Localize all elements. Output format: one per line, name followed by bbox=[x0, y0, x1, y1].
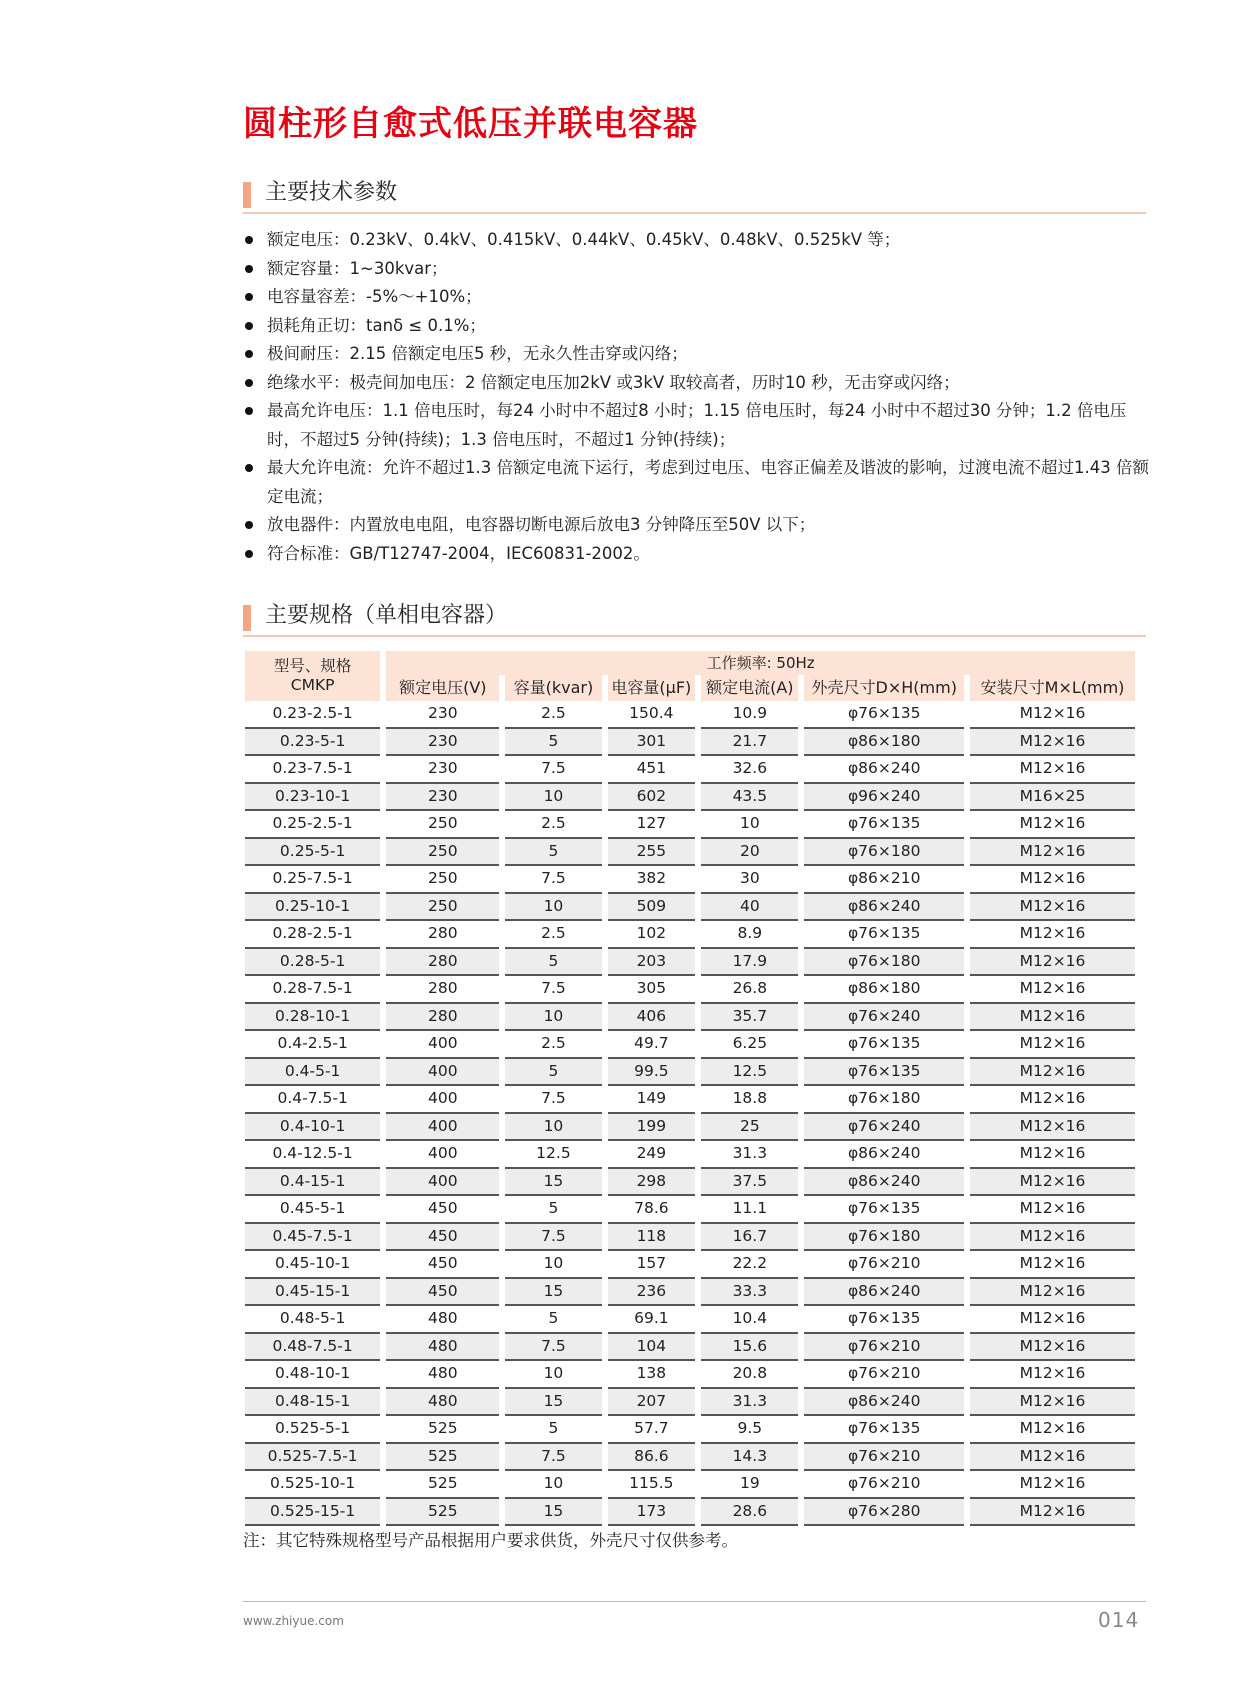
table-cell: φ86×180 bbox=[804, 729, 964, 757]
table-cell: 10 bbox=[505, 894, 601, 922]
model-cell: 0.25-2.5-1 bbox=[245, 811, 380, 839]
model-cell: 0.525-10-1 bbox=[245, 1471, 380, 1499]
table-cell: M12×16 bbox=[970, 1389, 1135, 1417]
table-row bbox=[245, 729, 1135, 757]
spec-item bbox=[243, 454, 1153, 511]
bullet-icon bbox=[245, 350, 253, 358]
bullet-icon bbox=[245, 521, 253, 529]
table-cell: M12×16 bbox=[970, 1224, 1135, 1252]
table-row bbox=[245, 1086, 1135, 1114]
table-cell: M12×16 bbox=[970, 811, 1135, 839]
spec-item bbox=[243, 283, 1153, 312]
model-cell: 0.525-15-1 bbox=[245, 1499, 380, 1527]
table-cell: 86.6 bbox=[608, 1444, 696, 1472]
table-cell: M12×16 bbox=[970, 1169, 1135, 1197]
table-cell: 15 bbox=[505, 1279, 601, 1307]
model-cell: 0.25-7.5-1 bbox=[245, 866, 380, 894]
table-cell: 9.5 bbox=[701, 1416, 798, 1444]
table-cell: 203 bbox=[608, 949, 696, 977]
table-cell: 451 bbox=[608, 756, 696, 784]
table-cell: 480 bbox=[386, 1389, 499, 1417]
table-cell: 400 bbox=[386, 1141, 499, 1169]
table-row bbox=[245, 811, 1135, 839]
model-cell: 0.23-2.5-1 bbox=[245, 701, 380, 729]
table-cell: φ76×180 bbox=[804, 949, 964, 977]
table-cell: M12×16 bbox=[970, 1334, 1135, 1362]
model-column-header bbox=[245, 651, 380, 701]
table-cell: 26.8 bbox=[701, 976, 798, 1004]
table-cell: M12×16 bbox=[970, 1444, 1135, 1472]
model-header-line1: 型号、规格 bbox=[273, 657, 352, 675]
table-cell: 20.8 bbox=[701, 1361, 798, 1389]
table-cell: M12×16 bbox=[970, 894, 1135, 922]
table-cell: M12×16 bbox=[970, 1141, 1135, 1169]
table-cell: 249 bbox=[608, 1141, 696, 1169]
table-cell: 33.3 bbox=[701, 1279, 798, 1307]
spec-item bbox=[243, 226, 1153, 255]
model-cell: 0.4-7.5-1 bbox=[245, 1086, 380, 1114]
table-cell: φ86×240 bbox=[804, 1141, 964, 1169]
section-heading-main-parameters bbox=[243, 178, 1146, 214]
table-cell: 16.7 bbox=[701, 1224, 798, 1252]
model-cell: 0.28-7.5-1 bbox=[245, 976, 380, 1004]
table-cell: M12×16 bbox=[970, 1471, 1135, 1499]
model-cell: 0.28-5-1 bbox=[245, 949, 380, 977]
table-cell: M12×16 bbox=[970, 729, 1135, 757]
model-cell: 0.45-7.5-1 bbox=[245, 1224, 380, 1252]
model-header-line2: CMKP bbox=[290, 676, 335, 694]
model-cell: 0.4-2.5-1 bbox=[245, 1031, 380, 1059]
column-header: 电容量(μF) bbox=[608, 675, 696, 701]
table-row bbox=[245, 784, 1135, 812]
table-cell: M12×16 bbox=[970, 949, 1135, 977]
spec-text: 电容量容差：-5%～+10%； bbox=[267, 287, 482, 306]
table-cell: M12×16 bbox=[970, 1361, 1135, 1389]
column-header: 外壳尺寸D×H(mm) bbox=[804, 675, 964, 701]
table-cell: 230 bbox=[386, 729, 499, 757]
table-cell: φ76×210 bbox=[804, 1361, 964, 1389]
table-cell: φ76×135 bbox=[804, 701, 964, 729]
table-row bbox=[245, 1361, 1135, 1389]
footer-url: www.zhiyue.com bbox=[243, 1614, 344, 1628]
table-cell: 2.5 bbox=[505, 811, 601, 839]
table-cell: 450 bbox=[386, 1279, 499, 1307]
table-cell: M12×16 bbox=[970, 1279, 1135, 1307]
table-cell: 10 bbox=[505, 1361, 601, 1389]
section-heading-text: 主要规格（单相电容器） bbox=[265, 603, 508, 628]
table-cell: 30 bbox=[701, 866, 798, 894]
table-cell: 10.9 bbox=[701, 701, 798, 729]
table-cell: 400 bbox=[386, 1059, 499, 1087]
table-row bbox=[245, 1389, 1135, 1417]
bullet-icon bbox=[245, 407, 253, 415]
table-cell: 2.5 bbox=[505, 701, 601, 729]
table-row bbox=[245, 1251, 1135, 1279]
table-cell: 301 bbox=[608, 729, 696, 757]
table-cell: 236 bbox=[608, 1279, 696, 1307]
table-row bbox=[245, 894, 1135, 922]
table-cell: 7.5 bbox=[505, 1444, 601, 1472]
model-cell: 0.23-5-1 bbox=[245, 729, 380, 757]
table-cell: 10 bbox=[505, 1251, 601, 1279]
table-cell: φ86×240 bbox=[804, 1389, 964, 1417]
table-cell: 480 bbox=[386, 1306, 499, 1334]
model-cell: 0.23-10-1 bbox=[245, 784, 380, 812]
table-cell: 7.5 bbox=[505, 866, 601, 894]
table-cell: M12×16 bbox=[970, 839, 1135, 867]
spec-text: 损耗角正切：tanδ ≤ 0.1%； bbox=[267, 315, 486, 335]
table-cell: 150.4 bbox=[608, 701, 696, 729]
table-cell: 43.5 bbox=[701, 784, 798, 812]
table-cell: 5 bbox=[505, 949, 601, 977]
table-cell: M12×16 bbox=[970, 1059, 1135, 1087]
spec-list bbox=[243, 226, 1153, 568]
table-cell: M12×16 bbox=[970, 1499, 1135, 1527]
table-cell: 18.8 bbox=[701, 1086, 798, 1114]
model-cell: 0.525-7.5-1 bbox=[245, 1444, 380, 1472]
table-cell: 14.3 bbox=[701, 1444, 798, 1472]
table-cell: 102 bbox=[608, 921, 696, 949]
table-cell: 2.5 bbox=[505, 921, 601, 949]
table-row bbox=[245, 756, 1135, 784]
table-cell: φ76×210 bbox=[804, 1444, 964, 1472]
table-cell: 10 bbox=[505, 1471, 601, 1499]
table-cell: 10 bbox=[505, 1114, 601, 1142]
model-cell: 0.23-7.5-1 bbox=[245, 756, 380, 784]
table-cell: M12×16 bbox=[970, 1114, 1135, 1142]
spec-item bbox=[243, 255, 1153, 284]
table-cell: M12×16 bbox=[970, 1086, 1135, 1114]
section-heading-main-specs bbox=[243, 601, 1146, 637]
table-cell: M12×16 bbox=[970, 756, 1135, 784]
table-cell: 49.7 bbox=[608, 1031, 696, 1059]
table-cell: 31.3 bbox=[701, 1389, 798, 1417]
bullet-icon bbox=[245, 293, 253, 301]
table-cell: 382 bbox=[608, 866, 696, 894]
table-cell: 5 bbox=[505, 1059, 601, 1087]
page-title: 圆柱形自愈式低压并联电容器 bbox=[243, 104, 698, 144]
table-cell: 37.5 bbox=[701, 1169, 798, 1197]
table-cell: M12×16 bbox=[970, 976, 1135, 1004]
table-cell: 6.25 bbox=[701, 1031, 798, 1059]
table-cell: 199 bbox=[608, 1114, 696, 1142]
table-cell: M12×16 bbox=[970, 1004, 1135, 1032]
bullet-icon bbox=[245, 265, 253, 273]
table-cell: 11.1 bbox=[701, 1196, 798, 1224]
table-cell: 157 bbox=[608, 1251, 696, 1279]
table-cell: 12.5 bbox=[505, 1141, 601, 1169]
table-cell: 31.3 bbox=[701, 1141, 798, 1169]
bullet-icon bbox=[245, 464, 253, 472]
table-cell: 280 bbox=[386, 949, 499, 977]
table-cell: 400 bbox=[386, 1031, 499, 1059]
table-cell: 525 bbox=[386, 1471, 499, 1499]
table-cell: M12×16 bbox=[970, 1416, 1135, 1444]
spec-item bbox=[243, 511, 1153, 540]
table-cell: 99.5 bbox=[608, 1059, 696, 1087]
table-cell: 509 bbox=[608, 894, 696, 922]
table-row bbox=[245, 1224, 1135, 1252]
table-cell: φ86×240 bbox=[804, 1279, 964, 1307]
table-cell: 127 bbox=[608, 811, 696, 839]
table-cell: φ76×210 bbox=[804, 1334, 964, 1362]
table-cell: 10.4 bbox=[701, 1306, 798, 1334]
spec-text: 极间耐压：2.15 倍额定电压5 秒，无永久性击穿或闪络； bbox=[267, 344, 688, 363]
table-row bbox=[245, 701, 1135, 729]
table-cell: 25 bbox=[701, 1114, 798, 1142]
table-cell: φ76×135 bbox=[804, 1196, 964, 1224]
table-cell: φ76×135 bbox=[804, 811, 964, 839]
table-cell: 57.7 bbox=[608, 1416, 696, 1444]
column-header: 额定电流(A) bbox=[701, 675, 798, 701]
table-cell: M16×25 bbox=[970, 784, 1135, 812]
table-cell: φ76×210 bbox=[804, 1471, 964, 1499]
table-row bbox=[245, 1444, 1135, 1472]
spec-table bbox=[239, 651, 1141, 1526]
model-cell: 0.25-5-1 bbox=[245, 839, 380, 867]
table-row bbox=[245, 1004, 1135, 1032]
table-row bbox=[245, 921, 1135, 949]
bullet-icon bbox=[245, 379, 253, 387]
table-row bbox=[245, 839, 1135, 867]
table-cell: φ76×135 bbox=[804, 1416, 964, 1444]
model-cell: 0.4-12.5-1 bbox=[245, 1141, 380, 1169]
table-cell: φ96×240 bbox=[804, 784, 964, 812]
table-cell: 15 bbox=[505, 1169, 601, 1197]
table-cell: φ86×180 bbox=[804, 976, 964, 1004]
table-cell: 5 bbox=[505, 1196, 601, 1224]
footer-divider bbox=[243, 1601, 1146, 1602]
table-cell: φ76×180 bbox=[804, 1224, 964, 1252]
model-cell: 0.45-5-1 bbox=[245, 1196, 380, 1224]
table-cell: 406 bbox=[608, 1004, 696, 1032]
table-cell: 525 bbox=[386, 1444, 499, 1472]
model-cell: 0.25-10-1 bbox=[245, 894, 380, 922]
table-cell: 17.9 bbox=[701, 949, 798, 977]
bullet-icon bbox=[245, 322, 253, 330]
table-cell: 305 bbox=[608, 976, 696, 1004]
table-cell: 280 bbox=[386, 976, 499, 1004]
spec-item bbox=[243, 397, 1153, 454]
model-cell: 0.4-15-1 bbox=[245, 1169, 380, 1197]
model-cell: 0.48-5-1 bbox=[245, 1306, 380, 1334]
table-cell: 12.5 bbox=[701, 1059, 798, 1087]
table-cell: 602 bbox=[608, 784, 696, 812]
table-cell: 69.1 bbox=[608, 1306, 696, 1334]
table-row bbox=[245, 1114, 1135, 1142]
table-cell: 230 bbox=[386, 701, 499, 729]
table-cell: 7.5 bbox=[505, 1334, 601, 1362]
table-cell: 7.5 bbox=[505, 976, 601, 1004]
table-cell: M12×16 bbox=[970, 1306, 1135, 1334]
table-row bbox=[245, 1279, 1135, 1307]
model-cell: 0.525-5-1 bbox=[245, 1416, 380, 1444]
table-cell: 250 bbox=[386, 866, 499, 894]
table-cell: M12×16 bbox=[970, 866, 1135, 894]
table-cell: 525 bbox=[386, 1499, 499, 1527]
footnote: 注：其它特殊规格型号产品根据用户要求供货，外壳尺寸仅供参考。 bbox=[243, 1531, 738, 1550]
page-number: 014 bbox=[1098, 1608, 1140, 1632]
table-cell: 250 bbox=[386, 894, 499, 922]
table-cell: 5 bbox=[505, 1306, 601, 1334]
table-cell: φ76×135 bbox=[804, 921, 964, 949]
table-cell: 525 bbox=[386, 1416, 499, 1444]
table-cell: 15 bbox=[505, 1499, 601, 1527]
table-cell: φ76×240 bbox=[804, 1004, 964, 1032]
model-cell: 0.28-2.5-1 bbox=[245, 921, 380, 949]
table-cell: φ86×240 bbox=[804, 1169, 964, 1197]
bullet-icon bbox=[245, 550, 253, 558]
table-cell: 40 bbox=[701, 894, 798, 922]
spec-text: 最大允许电流：允许不超过1.3 倍额定电流下运行，考虑到过电压、电容正偏差及谐波的影响，过渡电流不超过1.43 倍额定电流； bbox=[267, 458, 1149, 506]
table-row bbox=[245, 1031, 1135, 1059]
spec-item bbox=[243, 369, 1153, 398]
table-cell: φ76×240 bbox=[804, 1114, 964, 1142]
table-cell: M12×16 bbox=[970, 1031, 1135, 1059]
section-accent-bar bbox=[243, 605, 251, 631]
table-cell: 138 bbox=[608, 1361, 696, 1389]
model-cell: 0.4-5-1 bbox=[245, 1059, 380, 1087]
model-cell: 0.48-15-1 bbox=[245, 1389, 380, 1417]
table-cell: 250 bbox=[386, 839, 499, 867]
spec-item bbox=[243, 312, 1153, 341]
table-cell: 28.6 bbox=[701, 1499, 798, 1527]
model-cell: 0.48-10-1 bbox=[245, 1361, 380, 1389]
column-header: 容量(kvar) bbox=[505, 675, 601, 701]
table-cell: 400 bbox=[386, 1086, 499, 1114]
table-cell: 32.6 bbox=[701, 756, 798, 784]
table-cell: 280 bbox=[386, 921, 499, 949]
table-cell: 2.5 bbox=[505, 1031, 601, 1059]
bullet-icon bbox=[245, 236, 253, 244]
model-cell: 0.28-10-1 bbox=[245, 1004, 380, 1032]
table-row bbox=[245, 976, 1135, 1004]
spec-text: 放电器件：内置放电电阻，电容器切断电源后放电3 分钟降压至50V 以下； bbox=[267, 515, 816, 534]
table-cell: 7.5 bbox=[505, 1086, 601, 1114]
table-row bbox=[245, 1169, 1135, 1197]
table-cell: 78.6 bbox=[608, 1196, 696, 1224]
table-cell: M12×16 bbox=[970, 701, 1135, 729]
table-cell: M12×16 bbox=[970, 921, 1135, 949]
frequency-header: 工作频率: 50Hz bbox=[386, 651, 1135, 675]
table-cell: 400 bbox=[386, 1169, 499, 1197]
spec-text: 最高允许电压：1.1 倍电压时，每24 小时中不超过8 小时；1.15 倍电压时，每24 小时中不超过30 分钟；1.2 倍电压时，不超过5 分钟(持续)；1.3 倍电压时，不超过1 分钟(持续)； bbox=[267, 401, 1127, 449]
model-cell: 0.48-7.5-1 bbox=[245, 1334, 380, 1362]
table-cell: 280 bbox=[386, 1004, 499, 1032]
spec-text: 绝缘水平：极壳间加电压：2 倍额定电压加2kV 或3kV 取较高者，历时10 秒，无击穿或闪络； bbox=[267, 372, 960, 392]
table-cell: 15 bbox=[505, 1389, 601, 1417]
spec-text: 额定容量：1~30kvar； bbox=[267, 258, 448, 278]
table-cell: 400 bbox=[386, 1114, 499, 1142]
table-cell: φ76×135 bbox=[804, 1059, 964, 1087]
table-cell: 10 bbox=[505, 1004, 601, 1032]
table-row bbox=[245, 1499, 1135, 1527]
table-row bbox=[245, 949, 1135, 977]
table-cell: 10 bbox=[505, 784, 601, 812]
table-cell: 480 bbox=[386, 1361, 499, 1389]
table-cell: φ86×240 bbox=[804, 894, 964, 922]
table-cell: 7.5 bbox=[505, 756, 601, 784]
table-row bbox=[245, 1141, 1135, 1169]
table-cell: 15.6 bbox=[701, 1334, 798, 1362]
table-cell: 5 bbox=[505, 839, 601, 867]
model-cell: 0.45-15-1 bbox=[245, 1279, 380, 1307]
table-cell: 255 bbox=[608, 839, 696, 867]
table-cell: 19 bbox=[701, 1471, 798, 1499]
table-cell: 115.5 bbox=[608, 1471, 696, 1499]
table-cell: 298 bbox=[608, 1169, 696, 1197]
table-cell: 21.7 bbox=[701, 729, 798, 757]
table-cell: M12×16 bbox=[970, 1251, 1135, 1279]
table-cell: 104 bbox=[608, 1334, 696, 1362]
table-cell: 10 bbox=[701, 811, 798, 839]
model-cell: 0.45-10-1 bbox=[245, 1251, 380, 1279]
table-cell: φ76×180 bbox=[804, 839, 964, 867]
spec-text: 符合标准：GB/T12747-2004，IEC60831-2002。 bbox=[267, 543, 650, 563]
table-cell: 118 bbox=[608, 1224, 696, 1252]
table-cell: 450 bbox=[386, 1251, 499, 1279]
table-row bbox=[245, 1334, 1135, 1362]
table-cell: φ76×210 bbox=[804, 1251, 964, 1279]
table-cell: φ76×180 bbox=[804, 1086, 964, 1114]
section-heading-text: 主要技术参数 bbox=[265, 180, 398, 205]
table-cell: 7.5 bbox=[505, 1224, 601, 1252]
table-cell: φ76×135 bbox=[804, 1306, 964, 1334]
spec-item bbox=[243, 540, 1153, 569]
table-row bbox=[245, 1196, 1135, 1224]
table-cell: 5 bbox=[505, 729, 601, 757]
table-cell: 35.7 bbox=[701, 1004, 798, 1032]
table-cell: 5 bbox=[505, 1416, 601, 1444]
table-row bbox=[245, 1416, 1135, 1444]
section-accent-bar bbox=[243, 182, 251, 208]
column-header: 安装尺寸M×L(mm) bbox=[970, 675, 1135, 701]
table-cell: φ86×210 bbox=[804, 866, 964, 894]
table-row bbox=[245, 866, 1135, 894]
table-cell: 230 bbox=[386, 756, 499, 784]
table-cell: 480 bbox=[386, 1334, 499, 1362]
table-cell: 8.9 bbox=[701, 921, 798, 949]
table-cell: φ86×240 bbox=[804, 756, 964, 784]
table-cell: 450 bbox=[386, 1224, 499, 1252]
table-cell: 22.2 bbox=[701, 1251, 798, 1279]
table-cell: 173 bbox=[608, 1499, 696, 1527]
table-cell: φ76×280 bbox=[804, 1499, 964, 1527]
spec-item bbox=[243, 340, 1153, 369]
table-row bbox=[245, 1471, 1135, 1499]
table-row bbox=[245, 1306, 1135, 1334]
table-cell: 450 bbox=[386, 1196, 499, 1224]
table-cell: 250 bbox=[386, 811, 499, 839]
table-cell: φ76×135 bbox=[804, 1031, 964, 1059]
column-header: 额定电压(V) bbox=[386, 675, 499, 701]
model-cell: 0.4-10-1 bbox=[245, 1114, 380, 1142]
table-cell: 207 bbox=[608, 1389, 696, 1417]
table-cell: 230 bbox=[386, 784, 499, 812]
table-row bbox=[245, 1059, 1135, 1087]
table-cell: M12×16 bbox=[970, 1196, 1135, 1224]
table-cell: 20 bbox=[701, 839, 798, 867]
table-cell: 149 bbox=[608, 1086, 696, 1114]
spec-text: 额定电压：0.23kV、0.4kV、0.415kV、0.44kV、0.45kV、0.48kV、0.525kV 等； bbox=[267, 230, 901, 249]
